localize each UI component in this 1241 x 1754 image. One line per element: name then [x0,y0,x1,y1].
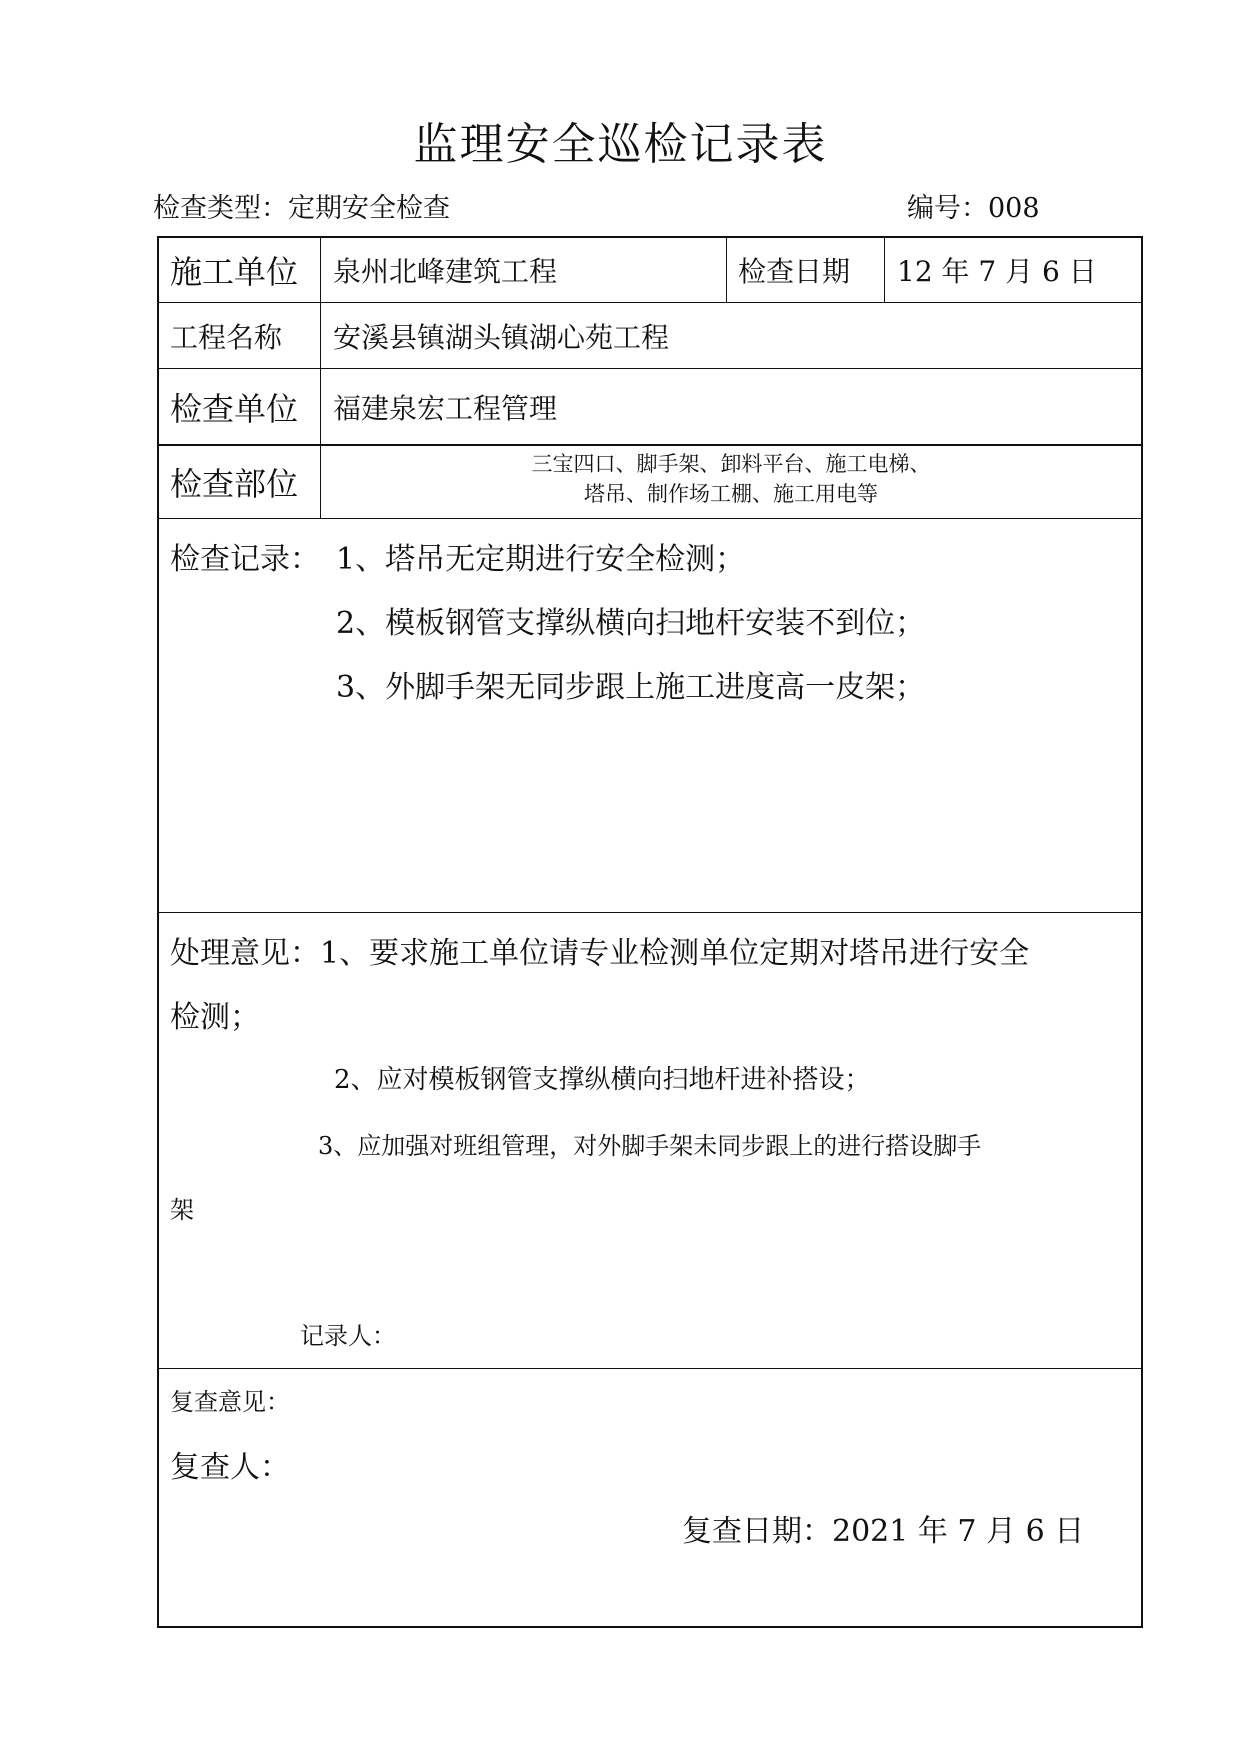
project-name-label: 工程名称 [170,320,283,354]
table-border-bottom [157,1626,1143,1628]
record-item: 2、模板钢管支撑纵横向扫地杆安装不到位； [336,606,926,641]
opinion-item-3-line-1: 3、应加强对班组管理，对外脚手架未同步跟上的进行搭设脚手 [318,1132,982,1160]
page-title: 监理安全巡检记录表 [413,119,828,170]
opinion-line-1: 处理意见：1、要求施工单位请专业检测单位定期对塔吊进行安全 [170,936,1030,971]
opinion-item-2: 2、应对模板钢管支撑纵横向扫地杆进补搭设； [334,1065,871,1095]
row-divider [157,444,1143,446]
recorder-label: 记录人： [300,1322,396,1350]
inspection-area-line-1: 三宝四口、脚手架、卸料平台、施工电梯、 [531,452,931,476]
construction-unit-value: 泉州北峰建筑工程 [333,255,558,288]
records-prefix: 检查记录： [170,542,320,577]
record-item: 1、塔吊无定期进行安全检测； [336,542,746,577]
reviewer-label: 复查人： [170,1450,290,1485]
row-divider [157,518,1143,519]
inspection-date-value: 12 年 7 月 6 日 [897,255,1097,288]
inspection-area-line-2: 塔吊、制作场工棚、施工用电等 [584,482,878,506]
opinion-line-2: 检测； [170,1000,260,1035]
row-divider [157,1368,1143,1369]
column-divider [884,236,885,302]
inspection-unit-value: 福建泉宏工程管理 [333,391,558,425]
record-number-label: 编号：008 [907,193,1040,224]
review-opinion-label: 复查意见： [170,1388,290,1416]
row-divider [157,368,1143,369]
project-name-value: 安溪县镇湖头镇湖心苑工程 [333,320,670,354]
record-item: 3、外脚手架无同步跟上施工进度高一皮架； [336,670,926,705]
construction-unit-label: 施工单位 [170,253,299,291]
inspection-unit-label: 检查单位 [170,389,299,428]
inspection-type-label: 检查类型：定期安全检查 [153,193,450,224]
opinion-item-3-line-2: 架 [170,1196,194,1224]
inspection-date-label: 检查日期 [738,255,851,288]
review-date-label: 复查日期：2021 年 7 月 6 日 [682,1514,1085,1549]
inspection-area-label: 检查部位 [170,465,299,503]
column-divider [726,236,727,302]
row-divider [157,912,1143,913]
